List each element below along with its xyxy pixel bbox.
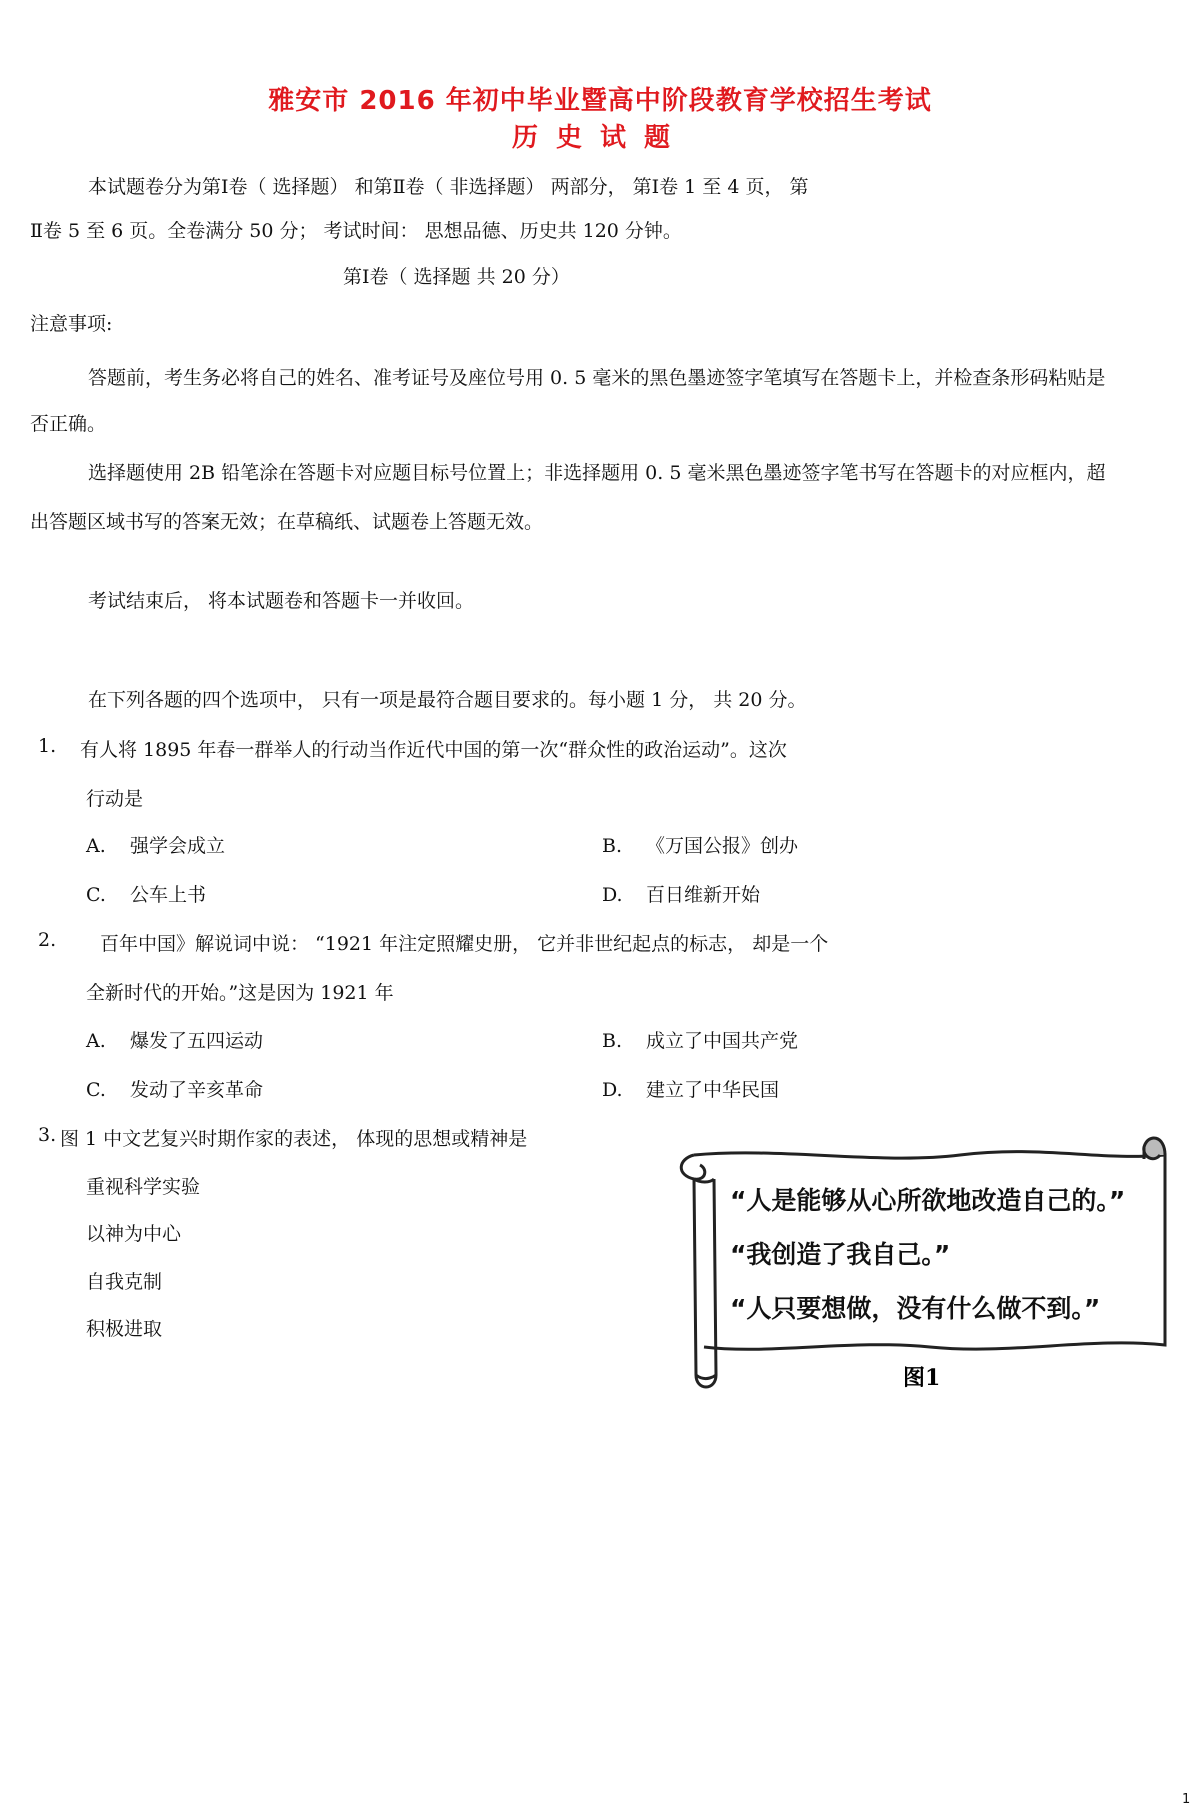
question-1-option-c [86,880,206,907]
question-1-line-1: 有人将 1895 年春一群举人的行动当作近代中国的第一次“群众性的政治运动”。这次 [80,739,787,761]
option-letter: C. [86,1079,106,1101]
notes-p1-line2: 否正确。 [30,413,107,435]
option-letter: B. [602,1030,623,1052]
section-heading: 第Ⅰ卷（ 选择题 共 20 分） [343,266,570,288]
page-number: 1 [1182,1792,1191,1807]
option-letter: A. [86,1030,106,1052]
question-3-line-1: 图 1 中文艺复兴时期作家的表述， 体现的思想或精神是 [60,1128,528,1150]
question-3-option-1: 重视科学实验 [86,1176,201,1198]
intro-line-2: Ⅱ卷 5 至 6 页。全卷满分 50 分； 考试时间： 思想品德、历史共 120 分钟。 [30,220,682,242]
question-2-option-b [602,1026,798,1053]
question-3-option-2: 以神为中心 [86,1223,182,1245]
option-text: 爆发了五四运动 [130,1030,264,1052]
option-text: 百日维新开始 [646,884,761,906]
option-letter: D. [602,884,623,906]
option-letter: A. [86,835,106,857]
exam-subtitle: 历史试题 [511,123,688,153]
question-number: 3. [38,1124,57,1146]
notes-p1-line1: 答题前，考生务必将自己的姓名、准考证号及座位号用 0. 5 毫米的黑色墨迹签字笔填写在答题卡上，并检查条形码粘贴是 [88,367,1106,389]
exam-title: 雅安市 2016 年初中毕业暨高中阶段教育学校招生考试 [268,86,932,116]
figure-quote-1: “人是能够从心所欲地改造自己的。” [730,1186,1126,1215]
figure-quote-2: “我创造了我自己。” [730,1240,951,1269]
question-1-option-d [602,880,760,907]
figure-1-scroll [660,1125,1180,1400]
question-3-option-4: 积极进取 [86,1318,163,1340]
intro-line-1: 本试题卷分为第Ⅰ卷（ 选择题） 和第Ⅱ卷（ 非选择题） 两部分， 第Ⅰ卷 1 至 4 页， 第 [88,176,809,198]
figure-quote-3: “人只要想做，没有什么做不到。” [730,1294,1101,1323]
option-letter: C. [86,884,106,906]
option-text: 成立了中国共产党 [646,1030,799,1052]
question-2-option-d [602,1075,779,1102]
question-2-line-2: 全新时代的开始。”这是因为 1921 年 [86,982,394,1004]
option-text: 发动了辛亥革命 [130,1079,264,1101]
figure-label: 图1 [903,1365,941,1391]
question-1-line-2: 行动是 [86,788,144,810]
question-number: 2. [38,929,57,951]
notes-p2-line1: 选择题使用 2B 铅笔涂在答题卡对应题目标号位置上；非选择题用 0. 5 毫米黑色墨迹签字笔书写在答题卡的对应框内，超 [88,462,1106,484]
question-1-option-b [602,831,798,858]
option-text: 公车上书 [130,884,207,906]
question-2-option-a [86,1026,263,1053]
option-letter: D. [602,1079,623,1101]
option-text: 《万国公报》创办 [646,835,799,857]
notes-p3: 考试结束后， 将本试题卷和答题卡一并收回。 [88,590,475,612]
option-text: 强学会成立 [130,835,226,857]
question-number: 1. [38,735,57,757]
question-2-line-1: 百年中国》解说词中说： “1921 年注定照耀史册， 它并非世纪起点的标志， 却是一个 [100,933,829,955]
question-1-option-a [86,831,225,858]
question-3-option-3: 自我克制 [86,1271,163,1293]
notes-label: 注意事项: [30,313,113,335]
option-letter: B. [602,835,623,857]
option-text: 建立了中华民国 [646,1079,780,1101]
choice-instructions: 在下列各题的四个选项中， 只有一项是最符合题目要求的。每小题 1 分， 共 20 分。 [88,689,807,711]
notes-p2-line2: 出答题区域书写的答案无效；在草稿纸、试题卷上答题无效。 [30,511,544,533]
question-2-option-c [86,1075,263,1102]
